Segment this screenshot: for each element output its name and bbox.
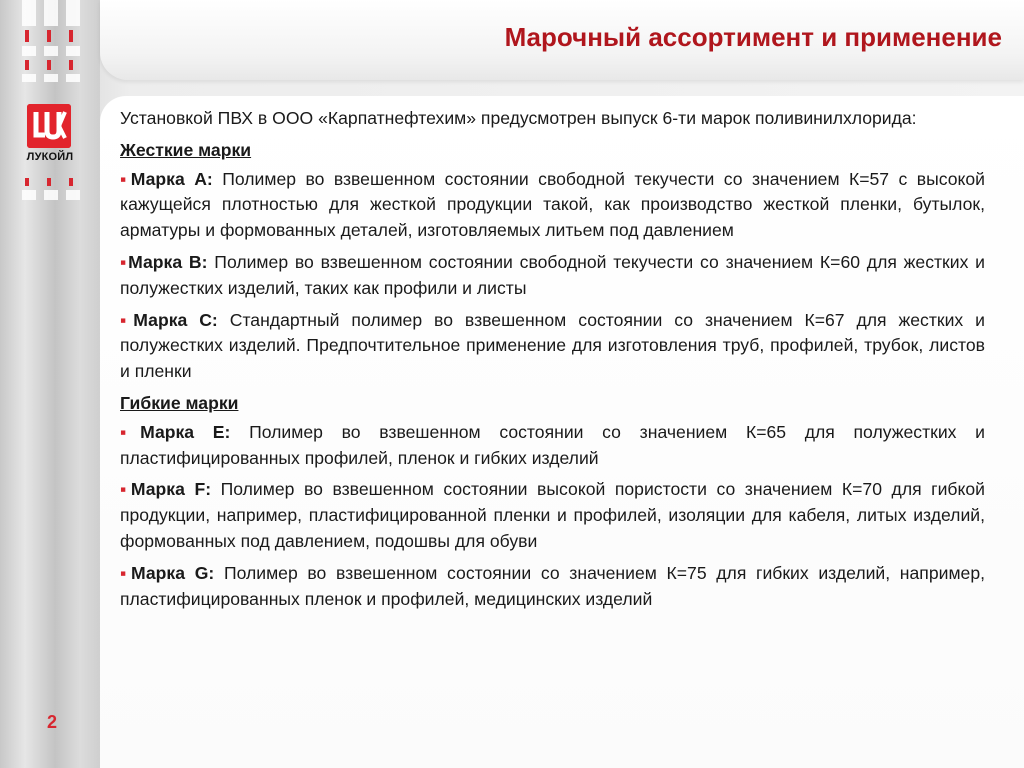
grade-description: Полимер во взвешенном состоянии со значением К=75 для гибких изделий, например, пластифицированных пленок и профилей, медицинских изделий: [120, 562, 985, 609]
bullet-icon: ▪: [120, 562, 132, 583]
grade-description: Стандартный полимер во взвешенном состоянии со значением К=67 для жестких и полужестких изделий. Предпочтительное применение для изготовления труб, профилей, трубок, листов и пленки: [120, 309, 985, 382]
content-text: [120, 106, 985, 618]
bullet-icon: ▪: [120, 309, 134, 330]
intro-paragraph: Установкой ПВХ в ООО «Карпатнефтехим» предусмотрен выпуск 6-ти марок поливинилхлорида:: [120, 108, 917, 128]
grade-g: [120, 561, 985, 613]
grade-f: [120, 477, 985, 554]
bullet-icon: ▪: [120, 421, 141, 442]
page-number: 2: [46, 712, 57, 732]
grade-name: Марка С:: [133, 309, 218, 330]
grade-description: Полимер во взвешенном состоянии свободной текучести со значением К=60 для жестких и полужестких изделий, таких как профили и листы: [120, 251, 985, 298]
section-heading-flexible: Гибкие марки: [120, 392, 239, 413]
bullet-icon: ▪: [120, 479, 131, 500]
page-title: Марочный ассортимент и применение: [504, 22, 1002, 52]
title-bar: [100, 0, 1024, 80]
bullet-icon: ▪: [120, 168, 131, 189]
grade-description: Полимер во взвешенном состоянии высокой пористости со значением К=70 для гибкой продукции, например, пластифицированной пленки и профилей, изоляции для кабеля, литых изделий, формованных под давлением, подошвы для обуви: [120, 479, 985, 551]
grade-description: Полимер во взвешенном состоянии свободной текучести со значением К=57 с высокой кажущейся плотностью для жесткой продукции такой, как производство жесткой пленки, бутылок, арматуры и формованных деталей, изготовляемых литьем под давлением: [120, 168, 986, 241]
section-heading-rigid: Жесткие марки: [120, 139, 252, 160]
lukoil-logo: [27, 104, 71, 148]
left-brand-strip: [0, 0, 100, 768]
content-panel: [100, 96, 1024, 768]
bullet-icon: ▪: [120, 251, 129, 272]
grade-name: Марка Е:: [140, 421, 231, 442]
grade-name: Марка G:: [131, 562, 215, 583]
grade-c: [120, 308, 985, 385]
grade-name: Марка В:: [128, 251, 208, 272]
logo-wordmark: ЛУКОЙЛ: [26, 151, 74, 163]
lukoil-logo-icon: [27, 104, 71, 148]
grade-name: Марка F:: [130, 479, 212, 500]
grade-e: [120, 420, 985, 472]
grade-a: [120, 167, 985, 244]
grade-name: Марка А:: [130, 168, 213, 189]
grade-b: [120, 250, 985, 302]
grade-description: Полимер во взвешенном состоянии со значением К=65 для полужестких и пластифицированных профилей, пленок и гибких изделий: [120, 421, 985, 468]
